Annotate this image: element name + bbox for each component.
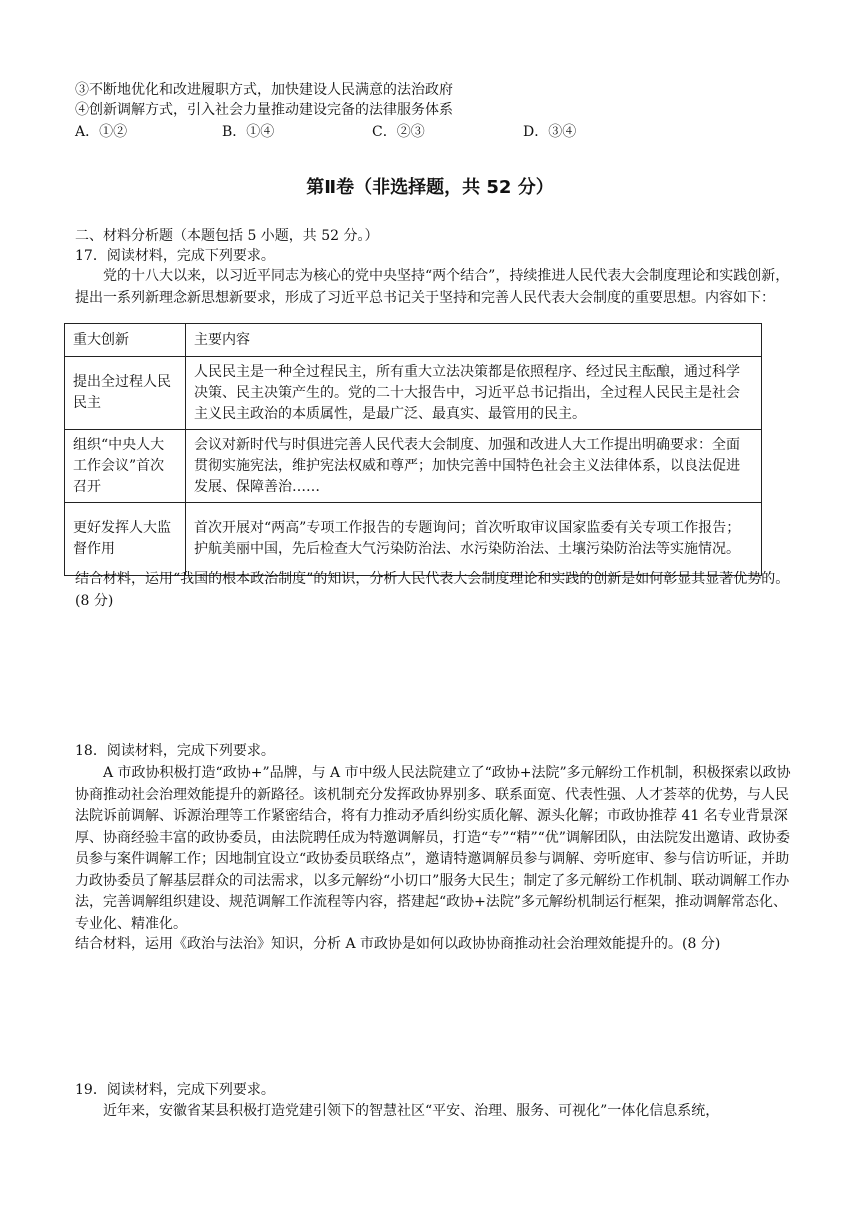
q17-heading: 17．阅读材料，完成下列要求。 <box>75 248 275 264</box>
answer-choices <box>75 121 791 141</box>
q19-material: 近年来，安徽省某县积极打造党建引领下的智慧社区“平安、治理、服务、可视化”一体化信息系统， <box>103 1103 720 1119</box>
q18-requirement: 结合材料，运用《政治与法治》知识，分析 A 市政协是如何以政协协商推动社会治理效能提升的。(8 分) <box>75 936 721 952</box>
choice-d: D．③④ <box>523 124 577 140</box>
table-cell-innovation: 组织“中央人大工作会议”首次召开 <box>65 430 186 503</box>
table-cell-innovation: 提出全过程人民民主 <box>65 357 186 430</box>
q17-table <box>64 323 762 576</box>
table-cell-content: 会议对新时代与时俱进完善人民代表大会制度、加强和改进人大工作提出明确要求：全面贯彻实施宪法，维护宪法权威和尊严；加快完善中国特色社会主义法律体系，以良法促进发展、保障善治…… <box>186 430 762 503</box>
table-row <box>65 430 762 503</box>
q18-material: A 市政协积极打造“政协+”品牌，与 A 市中级人民法院建立了“政协+法院”多元解纷工作机制，积极探索以政协协商推动社会治理效能提升的新路径。该机制充分发挥政协界别多、联系面宽、代表性强、人才荟萃的优势，与人民法院诉前调解、诉源治理等工作紧密结合，将有力推动矛盾纠纷实质化解、源头化解；市政协推荐 41 名专业背景深厚、协商经验丰富的政协委员，由法院聘任成为特邀调解员，打造“专”“精”“优”调解团队，由法院发出邀请、政协委员参与案件调解工作；因地制宜设立“政协委员联络点”，邀请特邀调解员参与调解、旁听庭审、参与信访听证，并助力政协委员了解基层群众的司法需求，以多元解纷“小切口”服务大民生；制定了多元解纷工作机制、联动调解工作办法，完善调解组织建设、规范调解工作流程等内容，搭建起“政协+法院”多元解纷机制运行框架，推动调解常态化、专业化、精准化。 <box>75 765 791 932</box>
q17-requirement: 结合材料，运用“我国的根本政治制度”的知识，分析人民代表大会制度理论和实践的创新是如何彰显其显著优势的。(8 分) <box>75 571 790 609</box>
table-cell-content: 人民民主是一种全过程民主，所有重大立法决策都是依照程序、经过民主酝酿，通过科学决策、民主决策产生的。党的二十大报告中，习近平总书记指出，全过程人民民主是社会主义民主政治的本质属性，是最广泛、最真实、最管用的民主。 <box>186 357 762 430</box>
table-header-row <box>65 324 762 357</box>
option-3: ③不断地优化和改进履职方式，加快建设人民满意的法治政府 <box>75 82 453 98</box>
table-row <box>65 503 762 576</box>
choice-a: A．①② <box>75 124 128 140</box>
q17-material: 党的十八大以来，以习近平同志为核心的党中央坚持“两个结合”，持续推进人民代表大会制度理论和实践创新，提出一系列新理念新思想新要求，形成了习近平总书记关于坚持和完善人民代表大会制度的重要思想。内容如下： <box>75 268 790 306</box>
choice-b: B．①④ <box>222 124 275 140</box>
table-cell-innovation: 更好发挥人大监督作用 <box>65 503 186 576</box>
part-heading: 二、材料分析题（本题包括 5 小题，共 52 分。） <box>75 228 379 244</box>
choice-c: C．②③ <box>372 124 425 140</box>
table-header-innovation: 重大创新 <box>65 324 186 357</box>
option-4: ④创新调解方式，引入社会力量推动建设完备的法律服务体系 <box>75 102 453 118</box>
section-title: 第Ⅱ卷（非选择题，共 52 分） <box>306 177 554 198</box>
table-row <box>65 357 762 430</box>
q19-heading: 19．阅读材料，完成下列要求。 <box>75 1082 275 1098</box>
q18-heading: 18．阅读材料，完成下列要求。 <box>75 743 275 759</box>
table-header-content: 主要内容 <box>186 324 762 357</box>
table-cell-content: 首次开展对“两高”专项工作报告的专题询问；首次听取审议国家监委有关专项工作报告；护航美丽中国，先后检查大气污染防治法、水污染防治法、土壤污染防治法等实施情况。 <box>186 503 762 576</box>
